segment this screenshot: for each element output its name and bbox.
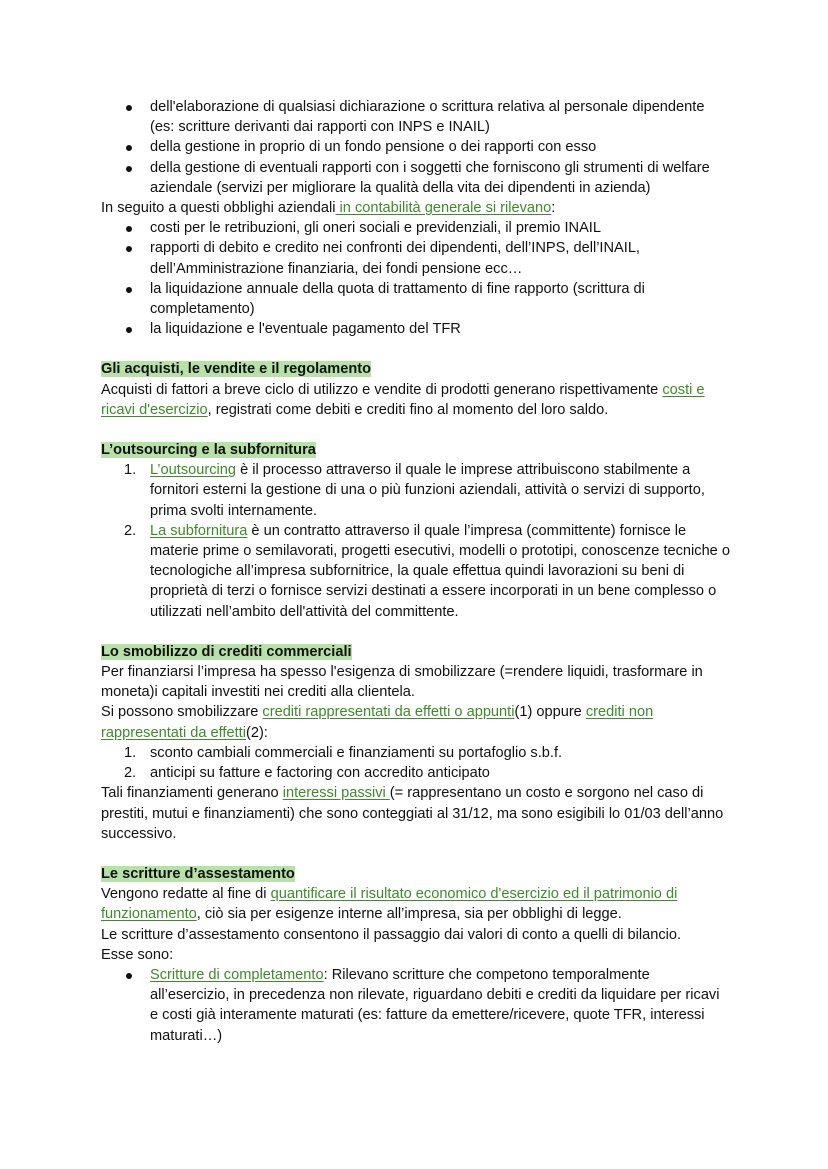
obblighi-link[interactable]: in contabilità generale si rilevano: [335, 200, 552, 217]
section-gap: [101, 339, 731, 359]
outsourcing-heading-line: [101, 440, 731, 460]
smobilizzo-text: (1) oppure: [514, 704, 586, 721]
scritture-completamento-link[interactable]: Scritture di completamento: [150, 966, 324, 983]
smobilizzo-paragraph-1: Per finanziarsi l’impresa ha spesso l'esigenza di smobilizzare (=rendere liquidi, trasformare in moneta)i capitali investiti nei crediti alla clientela.: [101, 664, 703, 701]
smobilizzo-paragraph-2: [101, 702, 731, 742]
list-item: [101, 743, 731, 763]
smobilizzo-text: (2):: [245, 724, 268, 741]
item-text: anticipi su fatture e factoring con accredito anticipato: [150, 765, 490, 782]
section-gap: [101, 622, 731, 642]
outsourcing-heading: L’outsourcing e la subfornitura: [101, 442, 316, 459]
obblighi-text: In seguito a questi obblighi aziendali: [101, 200, 336, 217]
obblighi-paragraph: [101, 198, 731, 218]
risultato-economico-link[interactable]: quantificare il risultato economico d'esercizio ed il patrimonio di funzionamento: [101, 886, 678, 923]
list-item: rapporti di debito e credito nei confronti dei dipendenti, dell’INPS, dell’INAIL, dell’Amministrazione finanziaria, dei fondi pensione ecc…: [101, 238, 731, 278]
item-number: 1.: [124, 744, 137, 761]
assestamento-bullet-list: [101, 965, 731, 1046]
list-item: costi per le retribuzioni, gli oneri sociali e previdenziali, il premio INAIL: [101, 218, 731, 238]
item-number: 2.: [124, 765, 137, 782]
item-text: è il processo attraverso il quale le imprese attribuiscono stabilmente a fornitori esterni la gestione di una o più funzioni aziendali, attività o servizi di supporto, prima svolti internamente.: [150, 462, 705, 519]
list-item: dell'elaborazione di qualsiasi dichiarazione o scrittura relativa al personale dipendente (es: scritture derivanti dai rapporti con INPS e INAIL): [101, 97, 731, 137]
crediti-non-effetti-link[interactable]: crediti non rappresentati da effetti: [101, 704, 654, 741]
smobilizzo-text: (= rappresentano un costo e sorgono nel caso di prestiti, mutui e finanziamenti) che sono conteggiati al 31/12, ma sono esigibili lo 01/03 dell’anno successivo.: [101, 785, 724, 842]
smobilizzo-paragraph-3: [101, 783, 731, 844]
list-item: la liquidazione annuale della quota di trattamento di fine rapporto (scrittura di completamento): [101, 279, 731, 319]
list-item: della gestione in proprio di un fondo pensione o dei rapporti con esso: [101, 137, 731, 157]
item-text: è un contratto attraverso il quale l’impresa (committente) fornisce le materie prime o semilavorati, progetti esecutivi, modelli o prototipi, conoscenze tecniche o tecnologiche all’impresa subfornitrice, la quale effettua quindi lavorazioni su beni di proprietà di terzi o fornisce servizi destinati a essere incorporati in un bene complesso o utilizzati nell’ambito dell'attività del committente.: [150, 522, 730, 620]
obblighi-bullet-list: [101, 218, 731, 339]
acquisti-text: Acquisti di fattori a breve ciclo di utilizzo e vendite di prodotti generano rispettivamente: [101, 381, 663, 398]
assestamento-heading-line: [101, 864, 731, 884]
assestamento-heading: Le scritture d’assestamento: [101, 865, 295, 882]
smobilizzo-heading: Lo smobilizzo di crediti commerciali: [101, 643, 352, 660]
assestamento-text: , ciò sia per esigenze interne all’impresa, sia per obblighi di legge.: [196, 906, 622, 923]
document-content: [101, 97, 731, 1046]
list-item: [101, 460, 731, 521]
list-item: [101, 521, 731, 622]
assestamento-text: Vengono redatte al fine di: [101, 886, 271, 903]
costi-ricavi-link[interactable]: costi e ricavi d'esercizio: [101, 381, 705, 418]
list-item: la liquidazione e l'eventuale pagamento del TFR: [101, 319, 731, 339]
outsourcing-numbered-list: [101, 460, 731, 622]
obblighi-colon: :: [551, 200, 556, 217]
item-number: 2.: [124, 522, 137, 539]
assestamento-paragraph-2: Le scritture d’assestamento consentono il passaggio dai valori di conto a quelli di bilancio.: [101, 926, 682, 943]
smobilizzo-numbered-list: [101, 743, 731, 783]
intro-bullet-list: [101, 97, 731, 198]
item-text: : Rilevano scritture che competono temporalmente all’esercizio, in precedenza non rilevate, riguardano debiti e crediti da liquidare per ricavi e costi già interamente maturati (es: fatture da emettere/ricevere, quote TFR, interessi maturati…): [150, 966, 720, 1044]
outsourcing-link[interactable]: L’outsourcing: [150, 462, 237, 479]
assestamento-paragraph-1: [101, 884, 731, 924]
item-text: sconto cambiali commerciali e finanziamenti su portafoglio s.b.f.: [150, 744, 563, 761]
list-item: [101, 965, 731, 1046]
crediti-effetti-link[interactable]: crediti rappresentati da effetti o appunti: [262, 704, 515, 721]
interessi-passivi-link[interactable]: interessi passivi: [282, 785, 390, 802]
subfornitura-link[interactable]: La subfornitura: [150, 522, 248, 539]
smobilizzo-text: Si possono smobilizzare: [101, 704, 263, 721]
smobilizzo-heading-line: [101, 642, 731, 662]
section-gap: [101, 844, 731, 864]
item-number: 1.: [124, 462, 137, 479]
section-gap: [101, 420, 731, 440]
acquisti-heading: Gli acquisti, le vendite e il regolamento: [101, 361, 372, 378]
list-item: [101, 763, 731, 783]
assestamento-paragraph-3: Esse sono:: [101, 946, 174, 963]
list-item: della gestione di eventuali rapporti con i soggetti che forniscono gli strumenti di welfare aziendale (servizi per migliorare la qualità della vita dei dipendenti in azienda): [101, 158, 731, 198]
acquisti-text-end: , registrati come debiti e crediti fino al momento del loro saldo.: [207, 401, 609, 418]
acquisti-paragraph: [101, 380, 731, 420]
smobilizzo-text: Tali finanziamenti generano: [101, 785, 283, 802]
acquisti-heading-line: [101, 359, 731, 379]
